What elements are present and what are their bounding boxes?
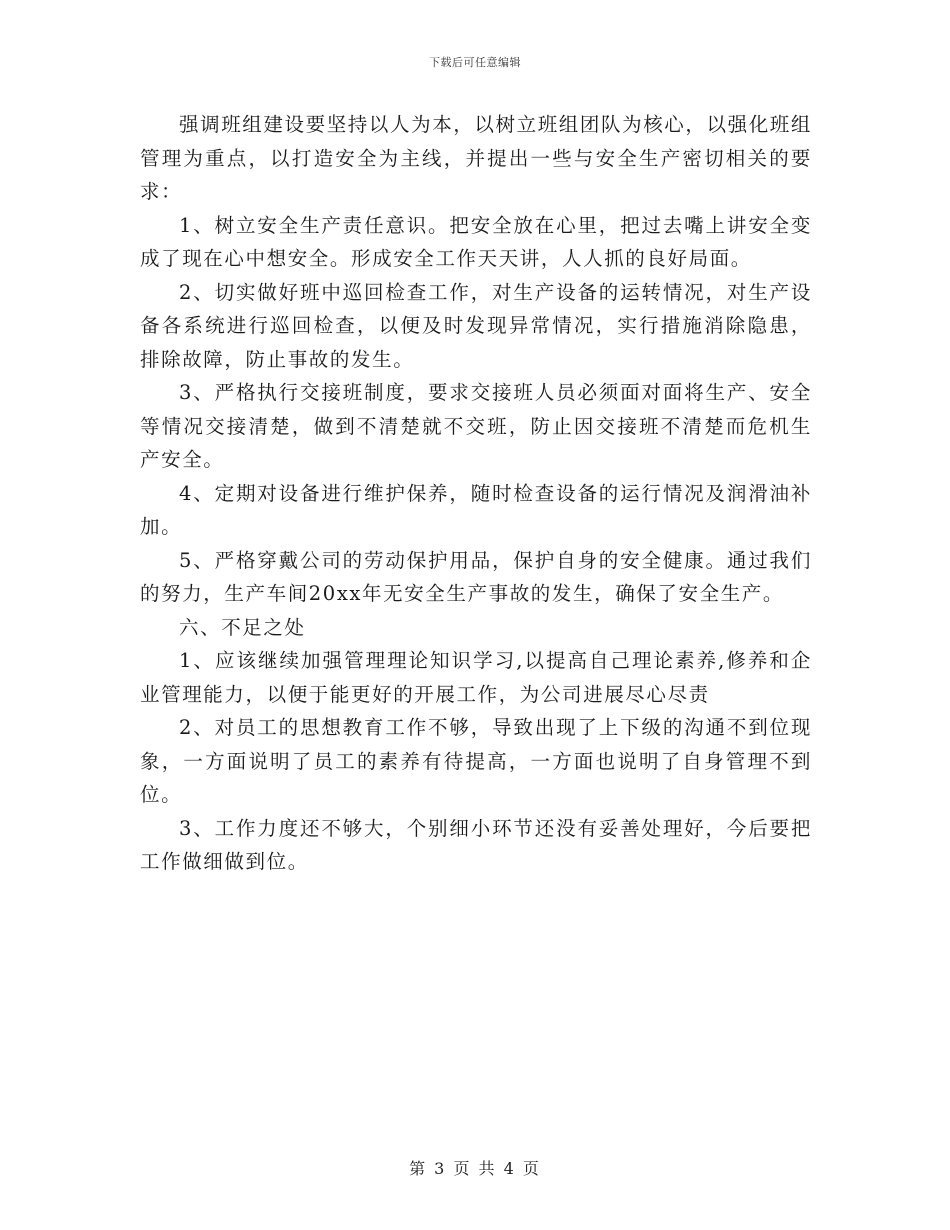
page-header: 下载后可任意编辑 xyxy=(429,56,521,69)
paragraph-intro: 强调班组建设要坚持以人为本，以树立班组团队为核心，以强化班组管理为重点，以打造安全为主线，并提出一些与安全生产密切相关的要求： xyxy=(140,113,813,203)
paragraph-shortcoming-1: 1、应该继续加强管理理论知识学习,以提高自己理论素养,修养和企业管理能力，以便于能更好的开展工作，为公司进展尽心尽责 xyxy=(140,649,812,706)
paragraph-item-3: 3、严格执行交接班制度，要求交接班人员必须面对面将生产、安全等情况交接清楚，做到不清楚就不交班，防止因交接班不清楚而危机生产安全。 xyxy=(140,381,812,471)
page-footer: 第 3 页 共 4 页 xyxy=(409,1159,541,1178)
paragraph-shortcoming-3: 3、工作力度还不够大，个别细小环节还没有妥善处理好，今后要把工作做细做到位。 xyxy=(140,816,812,873)
paragraph-shortcoming-2: 2、对员工的思想教育工作不够，导致出现了上下级的沟通不到位现象，一方面说明了员工的素养有待提高，一方面也说明了自身管理不到位。 xyxy=(140,716,812,806)
paragraph-item-4: 4、定期对设备进行维护保养，随时检查设备的运行情况及润滑油补加。 xyxy=(140,481,812,538)
paragraph-item-1: 1、树立安全生产责任意识。把安全放在心里，把过去嘴上讲安全变成了现在心中想安全。形成安全工作天天讲，人人抓的良好局面。 xyxy=(140,213,812,270)
paragraph-item-5: 5、严格穿戴公司的劳动保护用品，保护自身的安全健康。通过我们的努力，生产车间20xx年无安全生产事故的发生，确保了安全生产。 xyxy=(140,548,812,605)
document-body xyxy=(140,108,812,879)
paragraph-item-2: 2、切实做好班中巡回检查工作，对生产设备的运转情况，对生产设备各系统进行巡回检查，以便及时发现异常情况，实行措施消除隐患，排除故障，防止事故的发生。 xyxy=(140,280,812,371)
section-heading-shortcomings: 六、不足之处 xyxy=(179,615,306,639)
